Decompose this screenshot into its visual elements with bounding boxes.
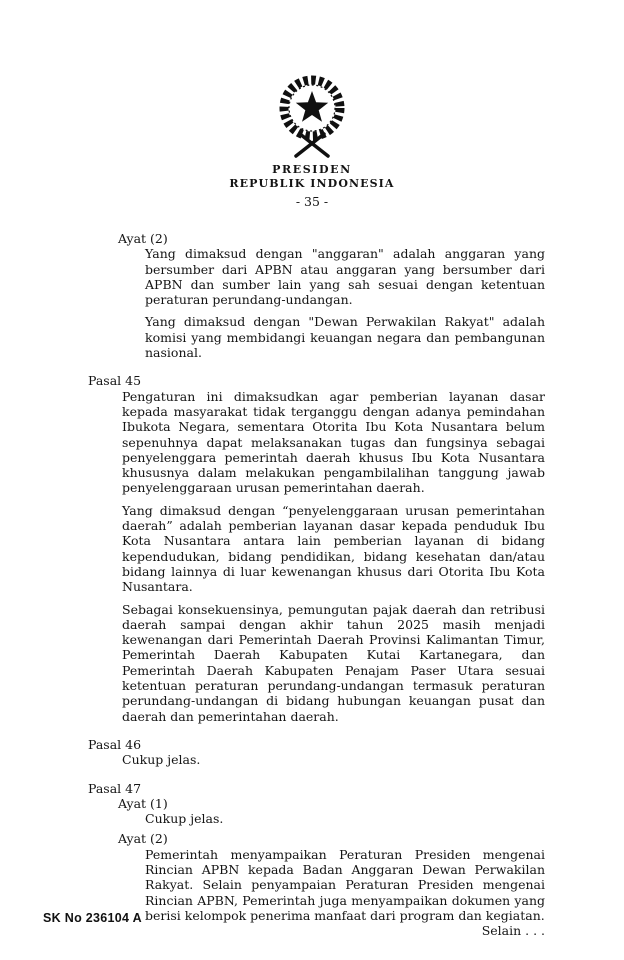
presidential-emblem-icon	[267, 66, 357, 161]
paragraph: Sebagai konsekuensinya, pemungutan pajak daerah dan retribusi daerah sampai dengan akhir tahun 2025 masih menjadi kewenangan dari Pemerintah Daerah Provinsi Kalimantan Timur, Pemerintah Daerah Kabupaten Kutai Kartanegara, dan Pemerintah Daerah Kabupaten Penajam Paser Utara sesuai ketentuan peraturan perundang-undangan termasuk peraturan perundang-undangan di bidang hubungan keuangan pusat dan daerah dan pemerintahan daerah.	[122, 601, 545, 724]
paragraph: Cukup jelas.	[122, 752, 201, 768]
doc-code: SK No 236104 A	[43, 911, 142, 925]
letterhead	[0, 0, 624, 209]
paragraph: Cukup jelas.	[145, 811, 224, 827]
letterhead-republik-indonesia: REPUBLIK INDONESIA	[229, 177, 395, 190]
letterhead-presiden: PRESIDEN	[272, 163, 352, 176]
paragraph: Yang dimaksud dengan "Dewan Perwakilan Rakyat" adalah komisi yang membidangi keuangan negara dan pembangunan nasional.	[145, 314, 545, 361]
paragraph: Yang dimaksud dengan "anggaran" adalah anggaran yang bersumber dari APBN atau anggaran yang bersumber dari APBN dan sumber lain yang sah sesuai dengan ketentuan peraturan perundang-undangan.	[145, 246, 545, 308]
paragraph: Pemerintah menyampaikan Peraturan Presiden mengenai Rincian APBN kepada Badan Anggaran Dewan Perwakilan Rakyat. Selain penyampaian Peraturan Presiden mengenai Rincian APBN, Pemerintah juga menyampaikan dokumen yang berisi kelompok penerima manfaat dari program dan kegiatan.	[145, 846, 545, 923]
section-heading: Ayat (2)	[118, 831, 168, 847]
section-heading: Pasal 45	[88, 373, 142, 389]
section-heading: Pasal 46	[88, 736, 142, 752]
paragraph: Pengaturan ini dimaksudkan agar pemberian layanan dasar kepada masyarakat tidak terganggu dengan adanya pemindahan Ibukota Negara, sementara Otorita Ibu Kota Nusantara belum sepenuhnya dapat melaksanakan tugas dan fungsinya sebagai penyelenggara pemerintah daerah khusus Ibu Kota Nusantara khususnya dalam melakukan pengambilalihan tanggung jawab penyelenggaraan urusan pemerintahan daerah.	[122, 388, 545, 496]
section-heading: Ayat (1)	[118, 795, 168, 811]
document-body	[88, 231, 545, 938]
continuation-marker: Selain . . .	[481, 923, 545, 939]
section-heading: Pasal 47	[88, 780, 142, 796]
paragraph: Yang dimaksud dengan “penyelenggaraan urusan pemerintahan daerah” adalah pemberian layanan dasar kepada penduduk Ibu Kota Nusantara antara lain pemberian layanan di bidang kependudukan, bidang pendidikan, bidang kesehatan dan/atau bidang lainnya di luar kewenangan khusus dari Otorita Ibu Kota Nusantara.	[122, 502, 545, 595]
page-number: - 35 -	[295, 194, 329, 209]
section-heading: Ayat (2)	[118, 231, 168, 246]
